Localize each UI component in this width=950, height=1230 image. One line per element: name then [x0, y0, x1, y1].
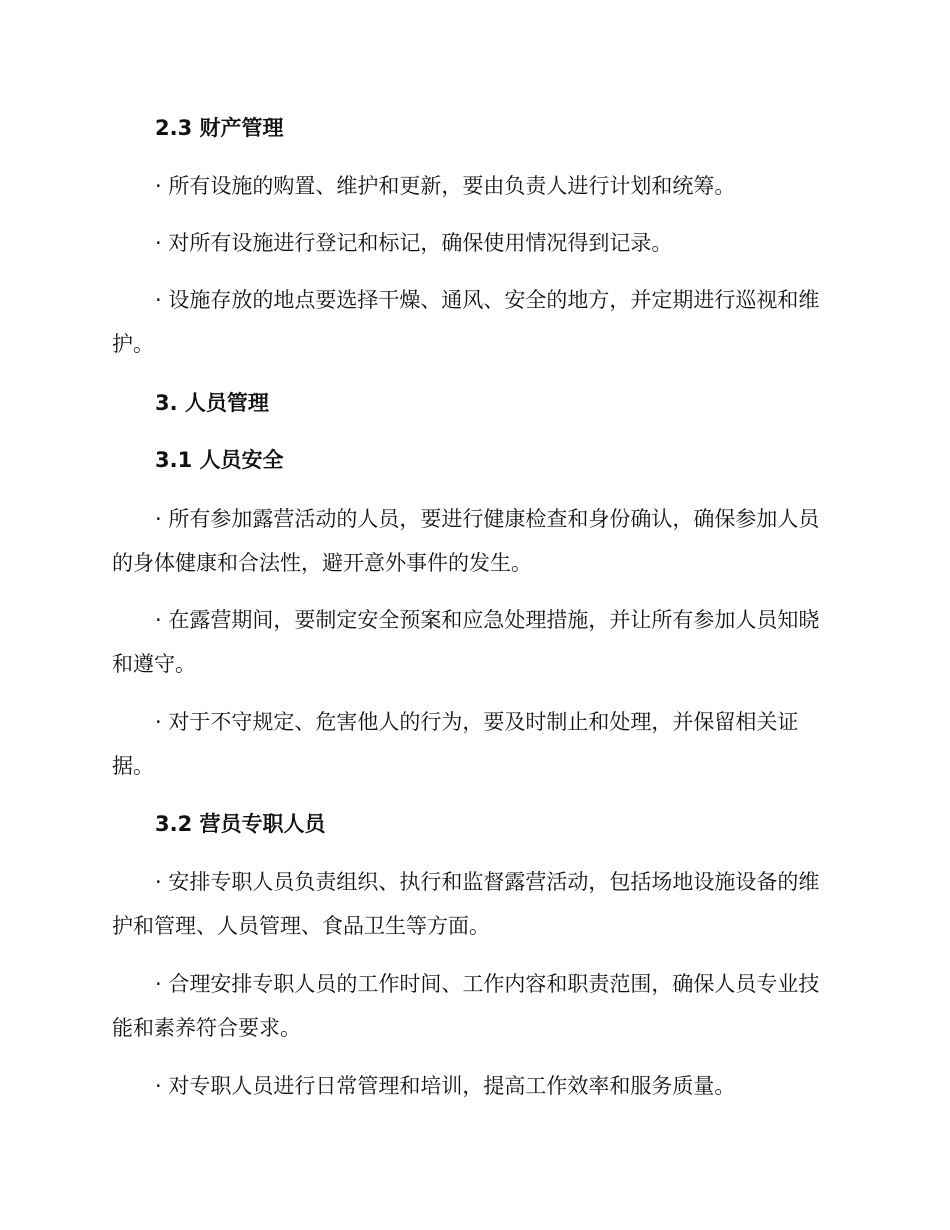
paragraph-asset-registration: · 对所有设施进行登记和标记，确保使用情况得到记录。 [155, 231, 673, 255]
section-heading-2-3: 2.3 财产管理 [155, 116, 284, 140]
paragraph-asset-purchase: · 所有设施的购置、维护和更新，要由负责人进行计划和统筹。 [155, 174, 736, 198]
paragraph-staff-scheduling: · 合理安排专职人员的工作时间、工作内容和职责范围，确保人员专业技能和素养符合要求。 [112, 972, 820, 1040]
paragraph-misconduct: · 对于不守规定、危害他人的行为，要及时制止和处理，并保留相关证据。 [112, 710, 799, 778]
section-heading-3: 3. 人员管理 [155, 391, 269, 415]
paragraph-staff-assignment: · 安排专职人员负责组织、执行和监督露营活动，包括场地设施设备的维护和管理、人员管理、食品卫生等方面。 [112, 870, 820, 938]
paragraph-asset-storage: · 设施存放的地点要选择干燥、通风、安全的地方，并定期进行巡视和维护。 [112, 288, 820, 356]
paragraph-health-check: · 所有参加露营活动的人员，要进行健康检查和身份确认，确保参加人员的身体健康和合法性，避开意外事件的发生。 [112, 507, 820, 575]
paragraph-safety-plan: · 在露营期间，要制定安全预案和应急处理措施，并让所有参加人员知晓和遵守。 [112, 608, 820, 676]
section-heading-3-2: 3.2 营员专职人员 [155, 812, 326, 836]
paragraph-staff-training: · 对专职人员进行日常管理和培训，提高工作效率和服务质量。 [155, 1074, 736, 1098]
section-heading-3-1: 3.1 人员安全 [155, 448, 284, 472]
